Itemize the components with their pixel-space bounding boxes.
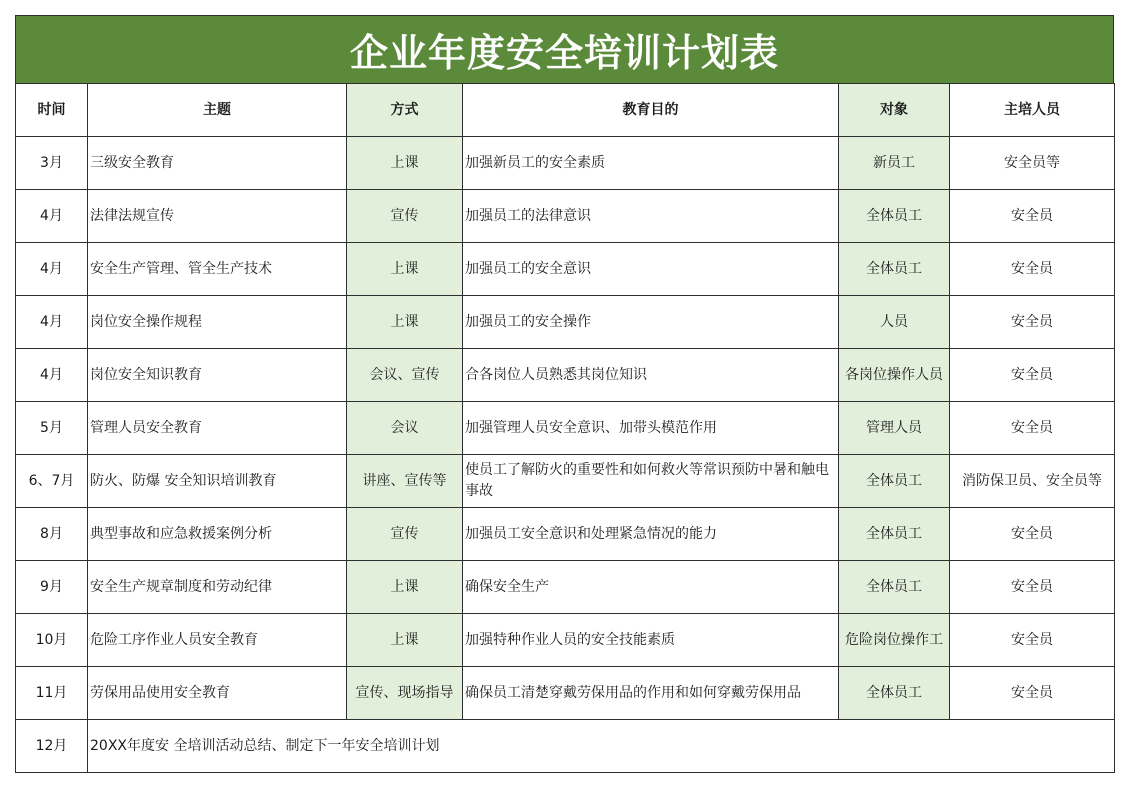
table-row-summary — [16, 720, 1115, 773]
table-row — [16, 561, 1115, 614]
cell-audience: 各岗位操作人员 — [839, 349, 950, 402]
table-row — [16, 243, 1115, 296]
table-row — [16, 296, 1115, 349]
cell-topic: 岗位安全知识教育 — [88, 349, 347, 402]
table-row — [16, 667, 1115, 720]
cell-time: 12月 — [16, 720, 88, 773]
cell-trainer: 安全员 — [950, 243, 1115, 296]
cell-topic: 三级安全教育 — [88, 137, 347, 190]
cell-audience: 人员 — [839, 296, 950, 349]
page-title: 企业年度安全培训计划表 — [349, 31, 779, 75]
cell-audience: 全体员工 — [839, 667, 950, 720]
header-row — [16, 84, 1115, 137]
table-row — [16, 508, 1115, 561]
cell-purpose: 加强员工安全意识和处理紧急情况的能力 — [463, 508, 839, 561]
cell-time: 4月 — [16, 349, 88, 402]
cell-method: 上课 — [347, 614, 463, 667]
cell-purpose: 确保安全生产 — [463, 561, 839, 614]
cell-audience: 全体员工 — [839, 455, 950, 508]
cell-purpose: 加强管理人员安全意识、加带头模范作用 — [463, 402, 839, 455]
cell-method: 讲座、宣传等 — [347, 455, 463, 508]
cell-purpose: 确保员工清楚穿戴劳保用品的作用和如何穿戴劳保用品 — [463, 667, 839, 720]
cell-audience: 全体员工 — [839, 190, 950, 243]
cell-topic: 劳保用品使用安全教育 — [88, 667, 347, 720]
cell-method: 会议 — [347, 402, 463, 455]
cell-method: 宣传 — [347, 190, 463, 243]
cell-trainer: 安全员 — [950, 508, 1115, 561]
header-time: 时间 — [16, 84, 88, 137]
header-topic: 主题 — [88, 84, 347, 137]
cell-trainer: 安全员等 — [950, 137, 1115, 190]
header-audience: 对象 — [839, 84, 950, 137]
cell-method: 上课 — [347, 137, 463, 190]
header-trainer: 主培人员 — [950, 84, 1115, 137]
cell-summary-content: 20XX年度安 全培训活动总结、制定下一年安全培训计划 — [88, 720, 1115, 773]
cell-time: 4月 — [16, 190, 88, 243]
cell-purpose: 加强员工的安全意识 — [463, 243, 839, 296]
cell-time: 4月 — [16, 243, 88, 296]
cell-topic: 典型事故和应急救援案例分析 — [88, 508, 347, 561]
title-bar — [15, 15, 1114, 83]
cell-trainer: 安全员 — [950, 561, 1115, 614]
cell-trainer: 安全员 — [950, 402, 1115, 455]
table-row — [16, 614, 1115, 667]
cell-purpose: 加强特种作业人员的安全技能素质 — [463, 614, 839, 667]
cell-method: 上课 — [347, 561, 463, 614]
cell-audience: 危险岗位操作工 — [839, 614, 950, 667]
cell-time: 4月 — [16, 296, 88, 349]
cell-purpose: 加强员工的法律意识 — [463, 190, 839, 243]
cell-time: 6、7月 — [16, 455, 88, 508]
training-plan-table — [15, 83, 1115, 773]
cell-trainer: 安全员 — [950, 349, 1115, 402]
table-row — [16, 190, 1115, 243]
cell-audience: 全体员工 — [839, 243, 950, 296]
cell-audience: 新员工 — [839, 137, 950, 190]
training-plan-sheet — [15, 15, 1114, 773]
cell-topic: 防火、防爆 安全知识培训教育 — [88, 455, 347, 508]
table-row — [16, 402, 1115, 455]
header-purpose: 教育目的 — [463, 84, 839, 137]
table-body — [16, 137, 1115, 773]
cell-topic: 危险工序作业人员安全教育 — [88, 614, 347, 667]
cell-trainer: 安全员 — [950, 296, 1115, 349]
table-row — [16, 349, 1115, 402]
cell-topic: 安全生产管理、管全生产技术 — [88, 243, 347, 296]
cell-purpose: 加强员工的安全操作 — [463, 296, 839, 349]
cell-topic: 岗位安全操作规程 — [88, 296, 347, 349]
cell-purpose: 加强新员工的安全素质 — [463, 137, 839, 190]
cell-trainer: 安全员 — [950, 614, 1115, 667]
cell-trainer: 安全员 — [950, 190, 1115, 243]
cell-time: 5月 — [16, 402, 88, 455]
cell-method: 上课 — [347, 296, 463, 349]
cell-topic: 管理人员安全教育 — [88, 402, 347, 455]
cell-trainer: 安全员 — [950, 667, 1115, 720]
cell-trainer: 消防保卫员、安全员等 — [950, 455, 1115, 508]
cell-audience: 全体员工 — [839, 508, 950, 561]
cell-time: 10月 — [16, 614, 88, 667]
cell-purpose: 使员工了解防火的重要性和如何救火等常识预防中暑和触电事故 — [463, 455, 839, 508]
cell-audience: 管理人员 — [839, 402, 950, 455]
table-row — [16, 455, 1115, 508]
cell-time: 9月 — [16, 561, 88, 614]
cell-method: 宣传、现场指导 — [347, 667, 463, 720]
cell-method: 宣传 — [347, 508, 463, 561]
cell-topic: 法律法规宣传 — [88, 190, 347, 243]
cell-topic: 安全生产规章制度和劳动纪律 — [88, 561, 347, 614]
cell-purpose: 合各岗位人员熟悉其岗位知识 — [463, 349, 839, 402]
header-method: 方式 — [347, 84, 463, 137]
cell-method: 会议、宣传 — [347, 349, 463, 402]
cell-time: 8月 — [16, 508, 88, 561]
cell-method: 上课 — [347, 243, 463, 296]
cell-time: 11月 — [16, 667, 88, 720]
cell-time: 3月 — [16, 137, 88, 190]
cell-audience: 全体员工 — [839, 561, 950, 614]
table-row — [16, 137, 1115, 190]
